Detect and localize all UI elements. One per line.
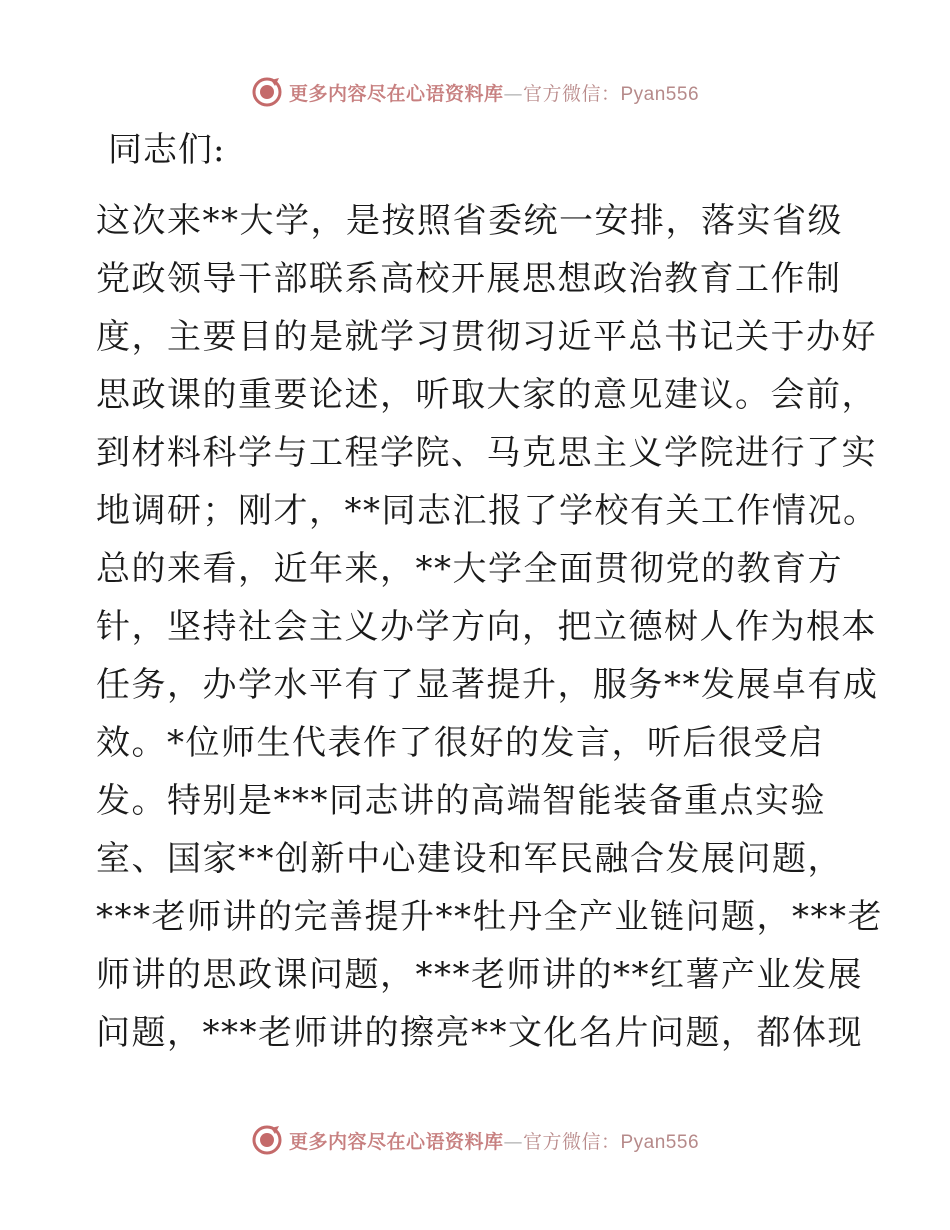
watermark-text [289,1127,699,1154]
body-line-15: 问题，***老师讲的擦亮**文化名片问题，都体现 [96,1013,863,1053]
watermark-brand: 更多内容尽在心语资料库 [288,82,504,105]
body-line-3: 度，主要目的是就学习贯彻习近平总书记关于办好 [96,317,877,357]
salutation: 同志们: [108,130,226,170]
header-watermark [0,72,950,112]
body-line-12: 室、国家**创新中心建设和军民融合发展问题， [96,839,843,879]
body-line-6: 地调研；刚才，**同志汇报了学校有关工作情况。 [96,491,879,531]
watermark-separator: — [503,1130,523,1153]
watermark-text [289,79,699,106]
watermark-wechat-label: 官方微信： [522,82,621,105]
body-line-13: ***老师讲的完善提升**牡丹全产业链问题，***老 [96,897,883,937]
logo-icon [251,76,283,108]
body-line-4: 思政课的重要论述，听取大家的意见建议。会前， [96,375,877,415]
body-line-7: 总的来看，近年来，**大学全面贯彻党的教育方 [96,549,843,589]
watermark-wechat-id: Pyan556 [620,83,700,105]
body-line-8: 针，坚持社会主义办学方向，把立德树人作为根本 [96,607,877,647]
logo-icon [251,1124,283,1156]
body-line-11: 发。特别是***同志讲的高端智能装备重点实验 [96,781,826,821]
watermark-wechat-id: Pyan556 [620,1131,700,1153]
body-line-5: 到材料科学与工程学院、马克思主义学院进行了实 [96,433,877,473]
watermark-brand: 更多内容尽在心语资料库 [288,1130,504,1153]
body-line-2: 党政领导干部联系高校开展思想政治教育工作制 [96,259,842,299]
body-line-9: 任务，办学水平有了显著提升，服务**发展卓有成 [96,665,879,705]
footer-watermark [0,1120,950,1160]
body-line-14: 师讲的思政课问题，***老师讲的**红薯产业发展 [96,955,863,995]
body-line-1: 这次来**大学，是按照省委统一安排，落实省级 [96,201,843,241]
watermark-wechat-label: 官方微信： [522,1130,621,1153]
watermark-separator: — [503,82,523,105]
body-line-10: 效。*位师生代表作了很好的发言，听后很受启 [96,723,825,763]
